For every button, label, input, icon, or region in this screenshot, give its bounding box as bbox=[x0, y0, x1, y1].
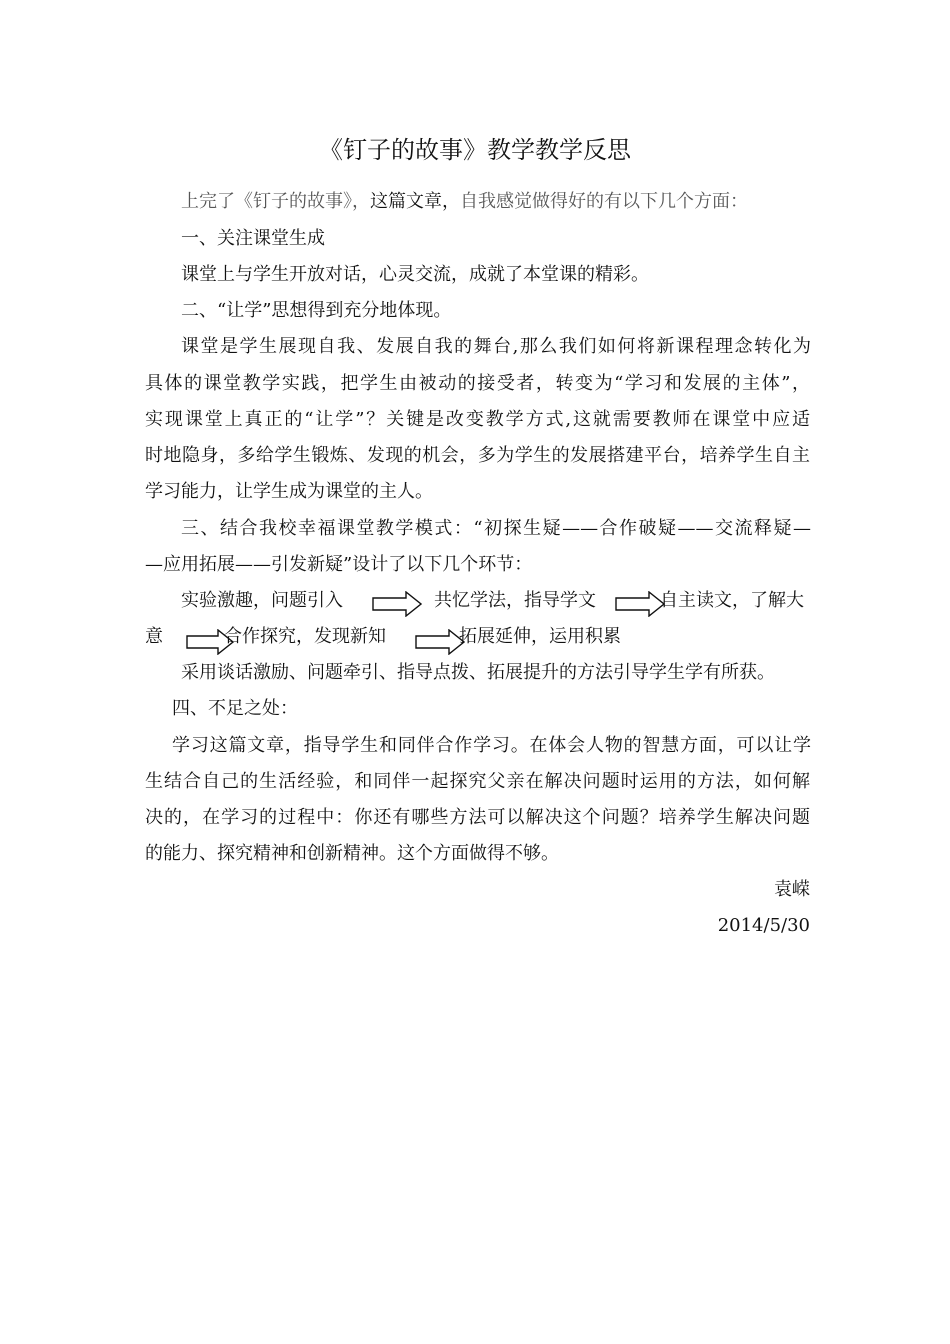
section-3-line: 三、结合我校幸福课堂教学模式：“初探生疑——合作破疑——交流释疑— bbox=[181, 518, 811, 539]
section-2-line: 学习能力，让学生成为课堂的主人。 bbox=[145, 481, 433, 502]
section-2-line: 时地隐身，多给学生锻炼、发现的机会，多为学生的发展搭建平台，培养学生自主 bbox=[145, 445, 810, 466]
section-4-heading: 四、不足之处： bbox=[172, 698, 298, 719]
flow-step-1: 实验激趣，问题引入 bbox=[181, 590, 343, 611]
flow-arrow-icon bbox=[415, 629, 465, 655]
intro-text-part3: 自我感觉做得好的有以下几个方面： bbox=[460, 191, 748, 212]
section-1-heading: 一、关注课堂生成 bbox=[181, 228, 325, 249]
section-4-line: 生结合自己的生活经验，和同伴一起探究父亲在解决问题时运用的方法，如何解 bbox=[145, 771, 810, 792]
flow-step-4: 合作探究，发现新知 bbox=[224, 626, 386, 647]
document-date: 2014/5/30 bbox=[717, 915, 810, 936]
flow-step-3-continued: 意 bbox=[145, 626, 163, 647]
flow-step-2: 共忆学法，指导学文 bbox=[434, 590, 596, 611]
flow-step-5: 拓展延伸，运用积累 bbox=[459, 626, 621, 647]
section-4-line: 学习这篇文章，指导学生和同伴合作学习。在体会人物的智慧方面，可以让学 bbox=[172, 735, 811, 756]
section-2-heading: 二、“让学”思想得到充分地体现。 bbox=[181, 300, 452, 321]
intro-text-part2: 这篇文章， bbox=[370, 191, 460, 212]
intro-text-part1: 上完了《钉子的故事》， bbox=[181, 191, 370, 212]
section-2-line: 具体的课堂教学实践，把学生由被动的接受者，转变为“学习和发展的主体”， bbox=[145, 373, 810, 394]
flow-step-3: 自主读文，了解大 bbox=[660, 590, 804, 611]
author-name: 袁嵘 bbox=[774, 879, 810, 900]
document-title: 《钉子的故事》教学教学反思 bbox=[319, 136, 631, 164]
section-1-body: 课堂上与学生开放对话，心灵交流，成就了本堂课的精彩。 bbox=[181, 264, 649, 285]
section-3-line: —应用拓展——引发新疑”设计了以下几个环节： bbox=[145, 554, 533, 575]
section-2-line: 实现课堂上真正的“让学”？关键是改变教学方式,这就需要教师在课堂中应适 bbox=[145, 409, 810, 430]
flow-arrow-icon bbox=[372, 591, 422, 617]
section-4-line: 的能力、探究精神和创新精神。这个方面做得不够。 bbox=[145, 843, 559, 864]
section-4-line: 决的，在学习的过程中：你还有哪些方法可以解决这个问题？培养学生解决问题 bbox=[145, 807, 810, 828]
section-2-line: 课堂是学生展现自我、发展自我的舞台,那么我们如何将新课程理念转化为 bbox=[181, 336, 811, 357]
flow-arrow-icon bbox=[615, 591, 665, 617]
intro-paragraph bbox=[181, 190, 811, 214]
section-3-method: 采用谈话激励、问题牵引、指导点拨、拓展提升的方法引导学生学有所获。 bbox=[181, 662, 775, 683]
